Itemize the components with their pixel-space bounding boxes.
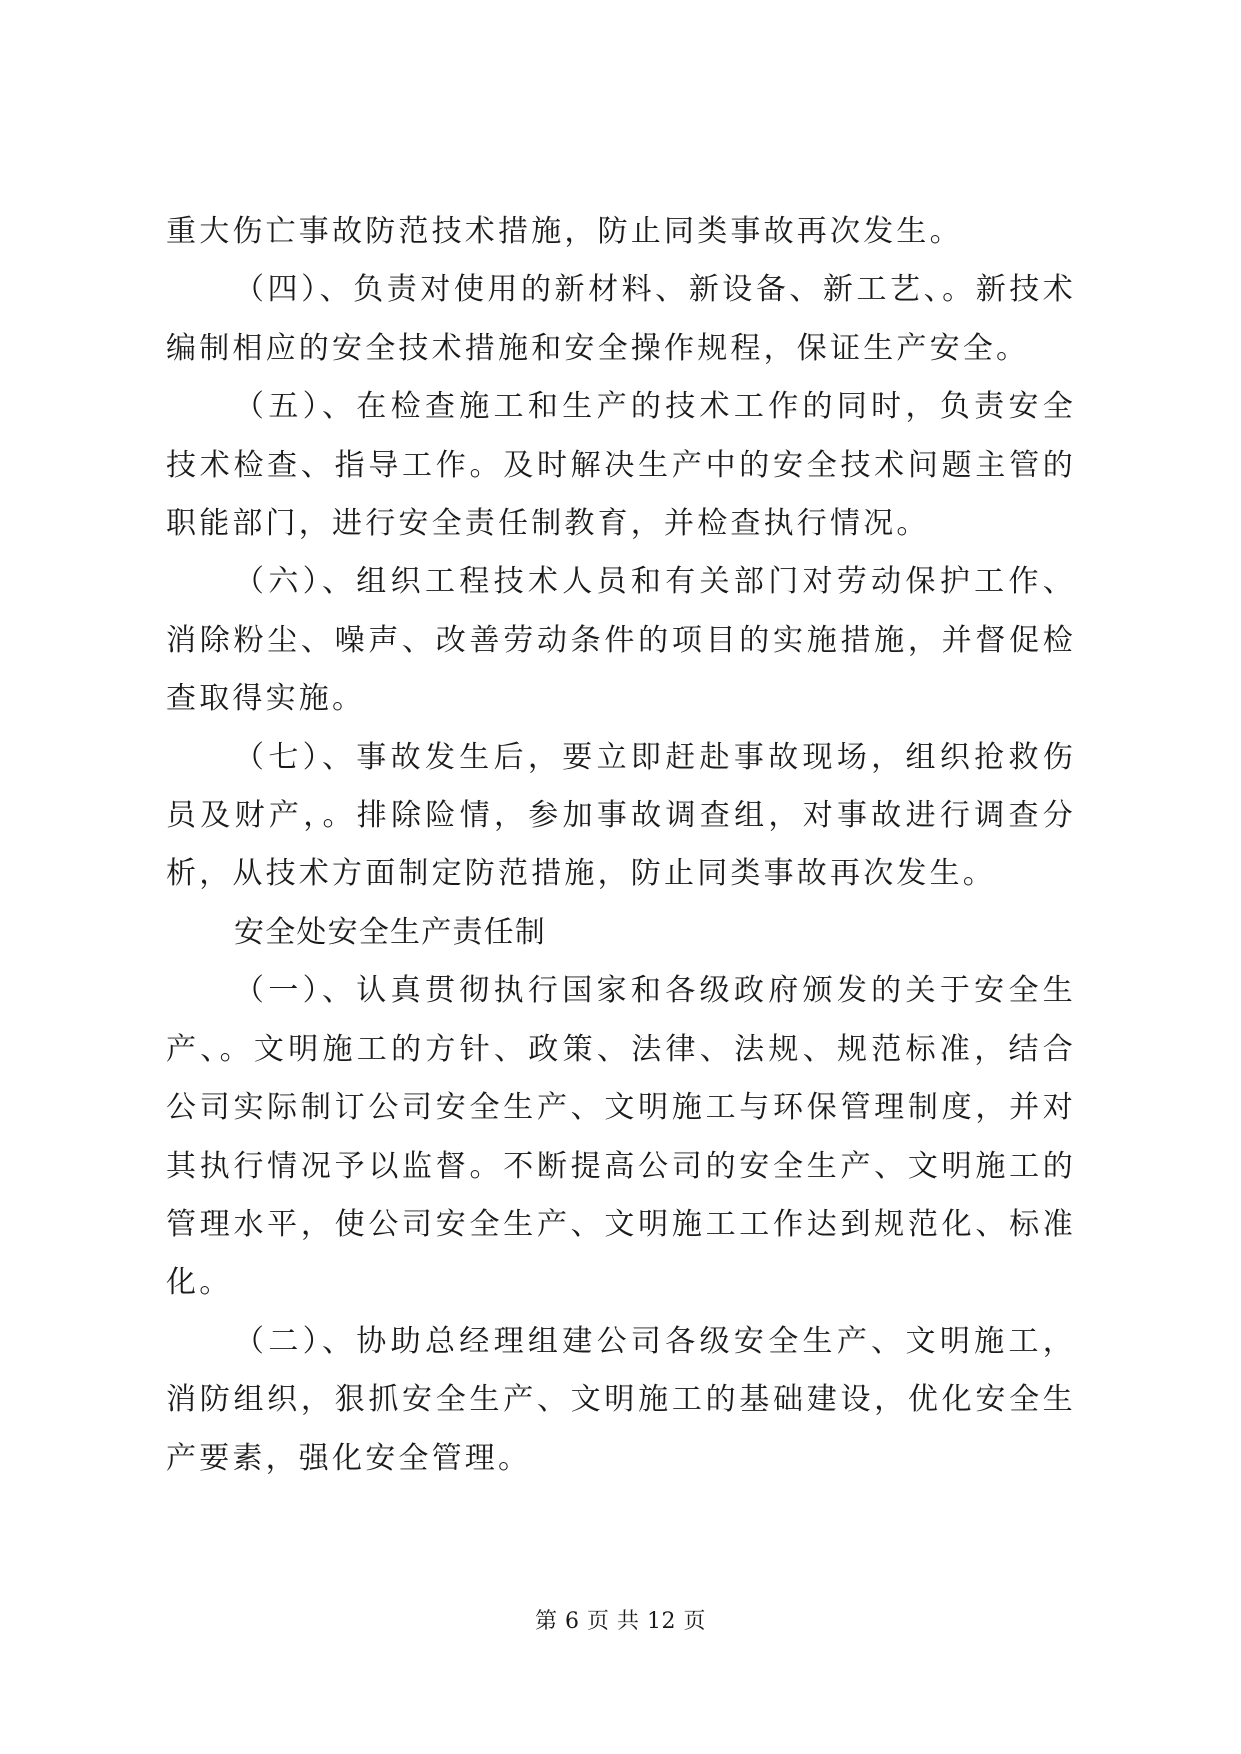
section-paragraph-item-1: （一）、认真贯彻执行国家和各级政府颁发的关于安全生产、。文明施工的方针、政策、法律、法规、规范标准，结合公司实际制订公司安全生产、文明施工与环保管理制度，并对其执行情况予以监督。不断提高公司的安全生产、文明施工的管理水平，使公司安全生产、文明施工工作达到规范化、标准化。 — [166, 973, 1076, 1301]
paragraph-item-5: （五）、在检查施工和生产的技术工作的同时，负责安全技术检查、指导工作。及时解决生产中的安全技术问题主管的职能部门，进行安全责任制教育，并检查执行情况。 — [166, 389, 1076, 542]
page-number-footer: 第 6 页 共 12 页 — [535, 1609, 706, 1634]
section-paragraph-item-2: （二）、协助总经理组建公司各级安全生产、文明施工，消防组织，狠抓安全生产、文明施工的基础建设，优化安全生产要素，强化安全管理。 — [166, 1323, 1076, 1476]
paragraph-continuation: 重大伤亡事故防范技术措施，防止同类事故再次发生。 — [166, 214, 963, 249]
paragraph-item-4: （四）、负责对使用的新材料、新设备、新工艺、。新技术编制相应的安全技术措施和安全操作规程，保证生产安全。 — [166, 272, 1076, 366]
document-body — [166, 203, 1076, 1488]
paragraph-item-6: （六）、组织工程技术人员和有关部门对劳动保护工作、消除粉尘、噪声、改善劳动条件的项目的实施措施，并督促检查取得实施。 — [166, 564, 1076, 717]
section-heading: 安全处安全生产责任制 — [234, 914, 546, 950]
paragraph-item-7: （七）、事故发生后，要立即赶赴事故现场，组织抢救伤员及财产，。排除险情，参加事故调查组，对事故进行调查分析，从技术方面制定防范措施，防止同类事故再次发生。 — [166, 739, 1076, 892]
